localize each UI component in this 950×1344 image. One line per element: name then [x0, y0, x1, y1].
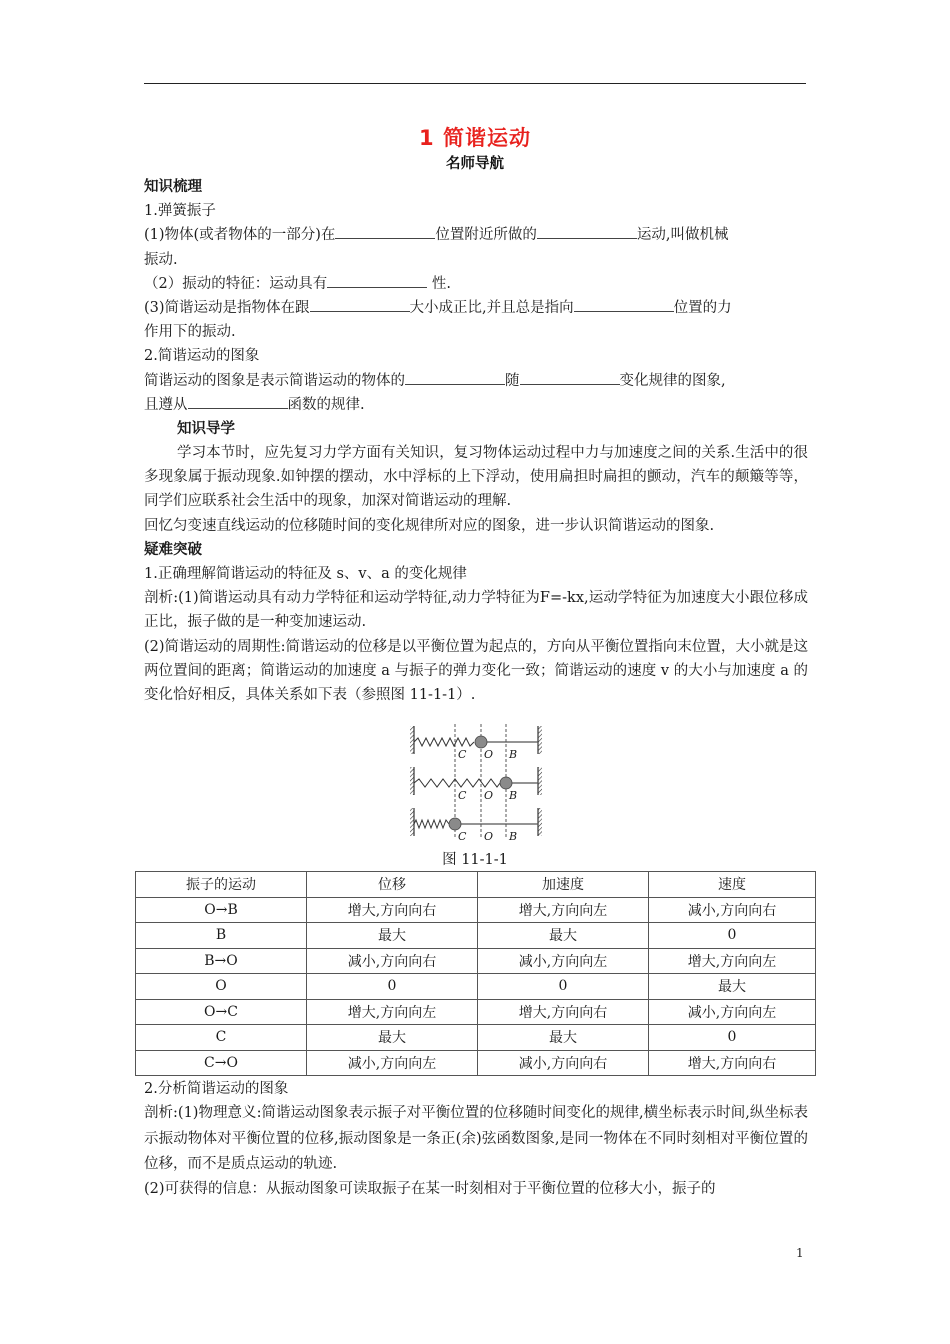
table-cell: 0	[649, 1025, 816, 1051]
text-fragment: 位置的力	[673, 299, 732, 316]
figure-caption: 图 11-1-1	[442, 852, 508, 868]
table-row	[136, 923, 816, 949]
table-cell: 增大,方向向左	[478, 897, 649, 923]
paragraph: 回忆匀变速直线运动的位移随时间的变化规律所对应的图象，进一步认识简谐运动的图象.	[144, 517, 715, 534]
table-cell: O→C	[136, 999, 307, 1025]
text-line: 振动.	[144, 251, 178, 268]
table-row	[136, 1050, 816, 1076]
table-cell: 最大	[649, 974, 816, 1000]
blank-field	[188, 393, 288, 409]
table-cell: O	[136, 974, 307, 1000]
svg-text:B: B	[509, 789, 518, 802]
paragraph: (2)可获得的信息：从振动图象可读取振子在某一时刻相对于平衡位置的位移大小，振子的	[144, 1181, 716, 1198]
table-cell: 增大,方向向左	[649, 948, 816, 974]
table-header: 振子的运动	[136, 872, 307, 898]
wall-left	[410, 726, 414, 836]
table-cell: 减小,方向向左	[649, 999, 816, 1025]
table-cell: B→O	[136, 948, 307, 974]
svg-text:C: C	[458, 748, 467, 761]
table-cell: 减小,方向向右	[649, 897, 816, 923]
table-cell: 减小,方向向左	[478, 948, 649, 974]
lower-content	[144, 1077, 808, 1202]
wall-right	[538, 726, 542, 836]
fill-blank-line	[144, 369, 808, 393]
table-cell: 最大	[307, 1025, 478, 1051]
text-fragment: 简谐运动的图象是表示简谐运动的物体的	[144, 372, 405, 389]
page-subtitle: 名师导航	[446, 156, 504, 172]
page-title: 1 简谐运动	[419, 126, 531, 150]
svg-text:C: C	[458, 830, 467, 842]
fill-blank-line	[144, 272, 808, 296]
svg-text:B: B	[509, 830, 518, 842]
table-cell: 0	[478, 974, 649, 1000]
table-row	[136, 974, 816, 1000]
table-row	[136, 897, 816, 923]
table-cell: 0	[649, 923, 816, 949]
table-header: 速度	[649, 872, 816, 898]
table-header-row	[136, 872, 816, 898]
table-cell: C	[136, 1025, 307, 1051]
text-fragment: 变化规律的图象,	[619, 372, 726, 389]
table-cell: 减小,方向向左	[307, 1050, 478, 1076]
text-fragment: 性.	[427, 275, 451, 292]
paragraph: 剖析:(1)物理意义:简谐运动图象表示振子对平衡位置的位移随时间变化的规律,横坐标表示时间,纵坐标表示振动物体对平衡位置的位移,振动图象是一条正(余)弦函数图象,是同一物体在不同时刻相对平衡位置的位移，而不是质点运动的轨迹.	[144, 1105, 808, 1172]
page-number: 1	[796, 1246, 804, 1260]
paragraph: 剖析:(1)简谐运动具有动力学特征和运动学特征,动力学特征为F=-kx,运动学特征为加速度大小跟位移成正比，振子做的是一种变加速运动.	[144, 590, 808, 631]
item-heading: 2.简谐运动的图象	[144, 348, 260, 365]
motion-table	[135, 871, 816, 1076]
main-content	[144, 175, 808, 707]
svg-text:O: O	[484, 789, 494, 802]
table-row	[136, 1025, 816, 1051]
table-cell: 最大	[307, 923, 478, 949]
blank-field	[327, 272, 427, 288]
table-cell: B	[136, 923, 307, 949]
spring-row-at-o	[414, 736, 538, 748]
fill-blank-line	[144, 393, 808, 417]
paragraph: 学习本节时，应先复习力学方面有关知识，复习物体运动过程中力与加速度之间的关系.生活中的很多现象属于振动现象.如钟摆的摆动，水中浮标的上下浮动，使用扁担时扁担的颤动，汽车的颠簸等等，同学们应联系社会生活中的现象，加深对简谐运动的理解.	[144, 445, 808, 510]
item-heading: 2.分析简谐运动的图象	[144, 1081, 289, 1097]
table-header: 位移	[307, 872, 478, 898]
table-cell: 最大	[478, 1025, 649, 1051]
table-row	[136, 999, 816, 1025]
svg-text:O: O	[484, 748, 494, 761]
spring-row-at-b	[414, 777, 538, 789]
section-heading-difficulty: 疑难突破	[144, 541, 202, 558]
blank-field	[335, 223, 435, 239]
item-heading: 1.正确理解简谐运动的特征及 s、v、a 的变化规律	[144, 566, 467, 583]
blank-field	[310, 296, 410, 312]
text-fragment: 大小成正比,并且总是指向	[409, 299, 574, 316]
text-fragment: (1)物体(或者物体的一部分)在	[144, 227, 336, 244]
spring-row-at-c	[414, 818, 538, 830]
section-heading-guide: 知识导学	[177, 420, 235, 437]
item-heading: 1.弹簧振子	[144, 203, 216, 220]
table-cell: 增大,方向向右	[307, 897, 478, 923]
blank-field	[405, 369, 505, 385]
svg-text:C: C	[458, 789, 467, 802]
svg-text:B: B	[509, 748, 518, 761]
table-header: 加速度	[478, 872, 649, 898]
section-heading-knowledge: 知识梳理	[144, 179, 202, 195]
paragraph: (2)简谐运动的周期性:简谐运动的位移是以平衡位置为起点的，方向从平衡位置指向末位置，大小就是这两位置间的距离；简谐运动的加速度 a 与振子的弹力变化一致；简谐运动的速度 v 的大小与加速度 a 的变化恰好相反，具体关系如下表（参照图 11-1-1）.	[144, 638, 808, 704]
table-cell: 增大,方向向右	[478, 999, 649, 1025]
text-fragment: 随	[505, 372, 520, 389]
fill-blank-line	[144, 223, 808, 247]
blank-field	[537, 223, 637, 239]
text-fragment: （2）振动的特征：运动具有	[144, 275, 328, 292]
text-fragment: 运动,叫做机械	[636, 227, 729, 244]
position-labels	[458, 748, 517, 842]
table-cell: 减小,方向向右	[307, 948, 478, 974]
blank-field	[574, 296, 674, 312]
fill-blank-line	[144, 296, 808, 320]
table-cell: 0	[307, 974, 478, 1000]
table-cell: 增大,方向向左	[307, 999, 478, 1025]
text-fragment: 且遵从	[144, 396, 188, 413]
text-fragment: (3)简谐运动是指物体在跟	[144, 299, 310, 316]
text-fragment: 位置附近所做的	[435, 227, 537, 244]
text-line: 作用下的振动.	[144, 324, 236, 341]
spring-oscillator-figure	[405, 722, 545, 842]
table-cell: 减小,方向向右	[478, 1050, 649, 1076]
header-rule	[144, 83, 806, 84]
table-cell: 增大,方向向右	[649, 1050, 816, 1076]
table-row	[136, 948, 816, 974]
blank-field	[520, 369, 620, 385]
table-cell: O→B	[136, 897, 307, 923]
table-cell: 最大	[478, 923, 649, 949]
text-fragment: 函数的规律.	[287, 396, 365, 413]
table-cell: C→O	[136, 1050, 307, 1076]
svg-text:O: O	[484, 830, 494, 842]
